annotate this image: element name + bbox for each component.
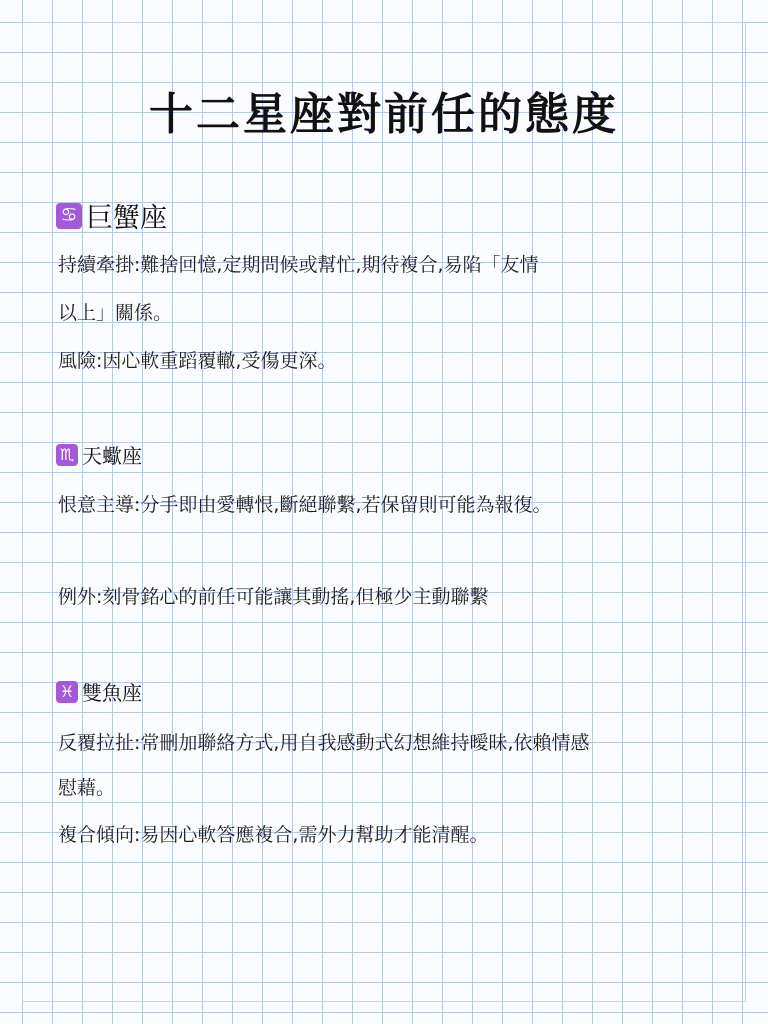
section-name-scorpio: 天蠍座 <box>82 444 142 468</box>
section-name-pisces: 雙魚座 <box>82 681 142 705</box>
section-name-cancer: 巨蟹座 <box>86 203 167 234</box>
cancer-line-1: 持續牽掛:難捨回憶,定期問候或幫忙,期待複合,易陷「友情 <box>58 254 539 276</box>
section-header-cancer <box>56 196 167 235</box>
scorpio-sign-icon: ♏ <box>56 444 78 466</box>
section-header-scorpio <box>56 440 142 469</box>
cancer-sign-icon: ♋ <box>56 203 82 229</box>
pisces-sign-icon: ♓ <box>56 681 78 703</box>
page-title: 十二星座對前任的態度 <box>149 89 619 140</box>
scorpio-line-2: 例外:刻骨銘心的前任可能讓其動搖,但極少主動聯繫 <box>58 586 489 608</box>
scorpio-line-1: 恨意主導:分手即由愛轉恨,斷絕聯繫,若保留則可能為報復。 <box>58 494 552 516</box>
cancer-line-3: 風險:因心軟重蹈覆轍,受傷更深。 <box>58 350 337 372</box>
pisces-line-1: 反覆拉扯:常刪加聯絡方式,用自我感動式幻想維持曖昧,依賴情感 <box>58 732 590 754</box>
pisces-line-2: 慰藉。 <box>58 777 116 799</box>
cancer-line-2: 以上」關係。 <box>58 302 173 324</box>
pisces-line-3: 複合傾向:易因心軟答應複合,需外力幫助才能清醒。 <box>58 824 489 846</box>
section-header-pisces <box>56 677 142 706</box>
